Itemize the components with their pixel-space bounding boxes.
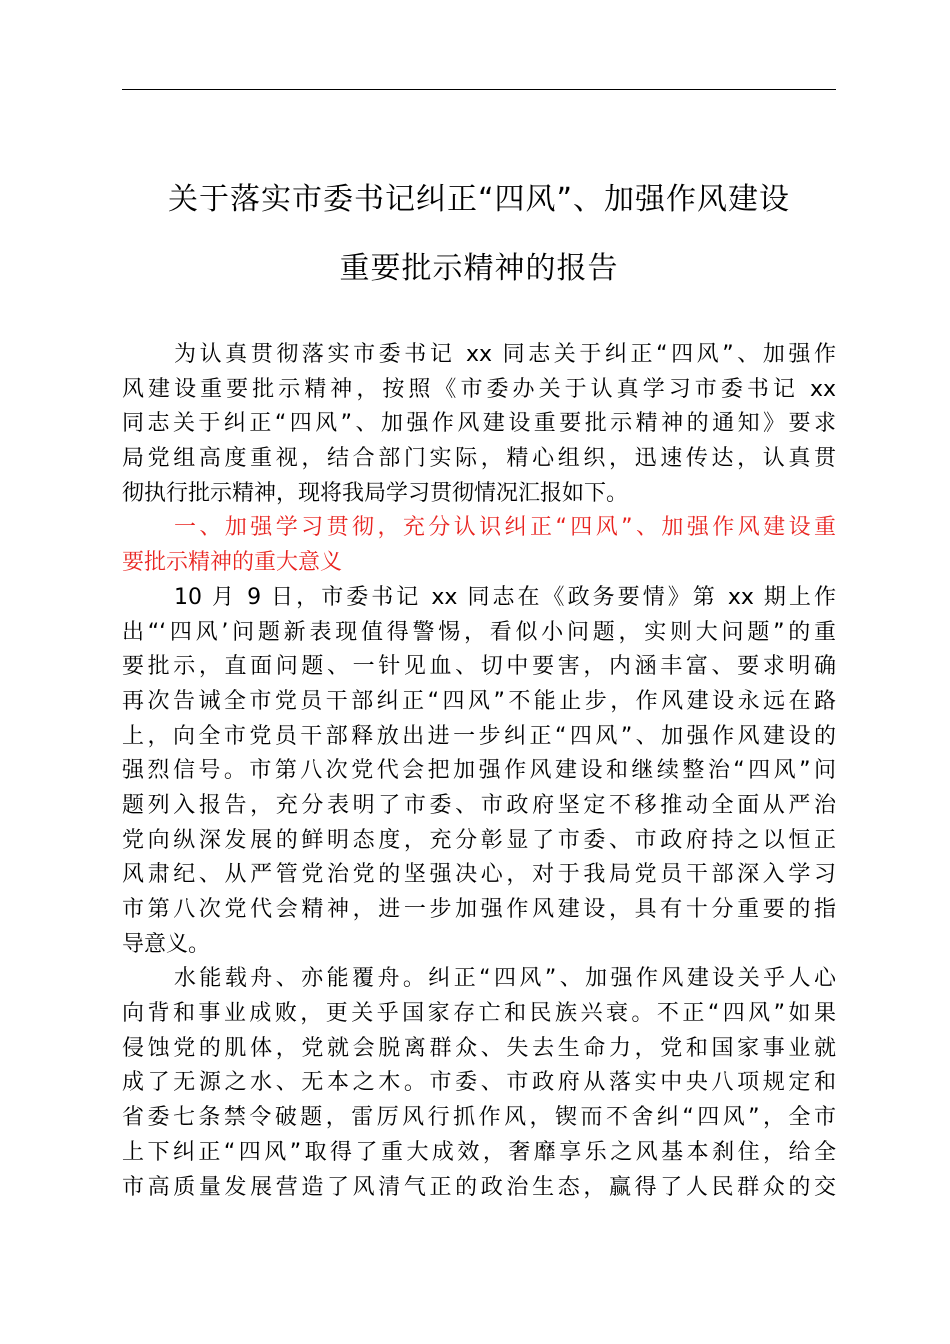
paragraph-intro (122, 338, 836, 511)
report-title-line-2: 重要批示精神的报告 (339, 251, 619, 286)
header-rule (122, 89, 836, 90)
text-line: 向背和事业成败，更关乎国家存亡和民族兴衰。不正“四风”如果 (122, 1001, 836, 1027)
paragraph-water-boat (122, 962, 836, 1205)
text-line: 市第八次党代会精神，进一步加强作风建设，具有十分重要的指 (122, 897, 836, 922)
text-line: 10 月 9 日，市委书记 xx 同志在《政务要情》第 xx 期上作 (174, 584, 836, 610)
text-line: 题列入报告，充分表明了市委、市政府坚定不移推动全面从严治 (122, 792, 836, 818)
text-line: 风建设重要批示精神，按照《市委办关于认真学习市委书记 xx (122, 376, 836, 402)
heading-line: 要批示精神的重大意义 (122, 550, 343, 576)
text-line: 水能载舟、亦能覆舟。纠正“四风”、加强作风建设关乎人心 (174, 966, 836, 992)
text-line: 上，向全市党员干部释放出进一步纠正“四风”、加强作风建设的 (122, 723, 836, 749)
text-line: 侵蚀党的肌体，党就会脱离群众、失去生命力，党和国家事业就 (122, 1035, 836, 1061)
text-line: 局党组高度重视，结合部门实际，精心组织，迅速传达，认真贯 (122, 446, 836, 472)
text-line: 上下纠正“四风”取得了重大成效，奢靡享乐之风基本刹住，给全 (122, 1139, 836, 1165)
report-body (122, 338, 836, 1205)
heading-line: 一、加强学习贯彻，充分认识纠正“四风”、加强作风建设重 (174, 515, 836, 541)
text-line: 风肃纪、从严管党治党的坚强决心，对于我局党员干部深入学习 (122, 862, 836, 888)
text-line: 为认真贯彻落实市委书记 xx 同志关于纠正“四风”、加强作 (174, 342, 836, 367)
text-line: 出“‘四风’问题新表现值得警惕，看似小问题，实则大问题”的重 (122, 619, 836, 645)
text-line: 省委七条禁令破题，雷厉风行抓作风，锲而不舍纠“四风”，全市 (122, 1105, 836, 1131)
section-heading-1 (122, 511, 836, 580)
text-line: 彻执行批示精神，现将我局学习贯彻情况汇报如下。 (122, 480, 629, 506)
report-title-line-1: 关于落实市委书记纠正“四风”、加强作风建设 (167, 182, 791, 217)
text-line: 党向纵深发展的鲜明态度，充分彰显了市委、市政府持之以恒正 (122, 827, 836, 853)
text-line: 要批示，直面问题、一针见血、切中要害，内涵丰富、要求明确 (122, 654, 836, 680)
text-line: 成了无源之水、无本之木。市委、市政府从落实中央八项规定和 (122, 1070, 836, 1096)
paragraph-significance (122, 581, 836, 963)
text-line: 再次告诫全市党员干部纠正“四风”不能止步，作风建设永远在路 (122, 688, 836, 714)
text-line: 强烈信号。市第八次党代会把加强作风建设和继续整治“四风”问 (122, 758, 836, 784)
text-line: 导意义。 (122, 931, 211, 957)
text-line: 市高质量发展营造了风清气正的政治生态，赢得了人民群众的交 (122, 1174, 836, 1200)
text-line: 同志关于纠正“四风”、加强作风建设重要批示精神的通知》要求 (122, 411, 836, 437)
